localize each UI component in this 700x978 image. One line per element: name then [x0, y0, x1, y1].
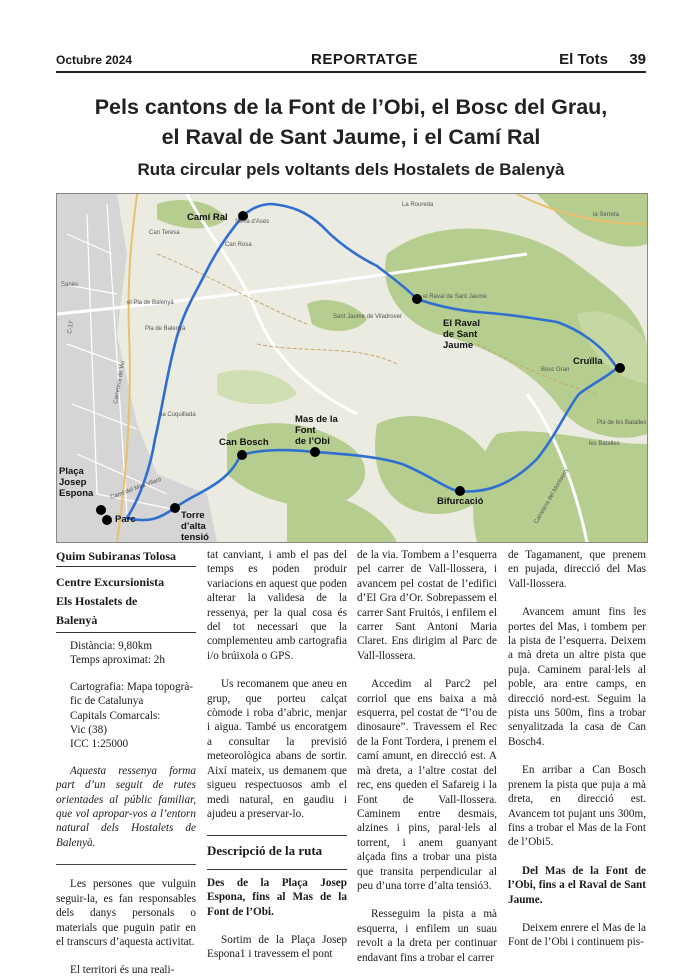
map-label-torre-1: Torre: [181, 510, 205, 521]
title-line-2: el Raval de Sant Jaume, i el Camí Ral: [161, 125, 541, 149]
map-label-placa-1: Plaça: [59, 466, 84, 477]
route-map: [56, 193, 648, 543]
paragraph: El territori és una reali-: [70, 964, 175, 977]
map-label-raval-3: Jaume: [443, 340, 474, 351]
place-label: Serra d'Ases: [235, 219, 270, 225]
paragraph: Accedim al Parc2 pel corriol que ens baixa a mà esquerra, pel costat de “l’ou de dinosaure”. Travessem el Rec de la Font Tordera, i prenem el camí amunt, en direcció est. A mà dreta, a l’altre costat del rec, ens queden el Safareig i la Font de Vall-llossera. Caminem entre desmais, alzines i pins, paral·lels al torrent, i anem guanyant alçada fins a trobar una pista que transita perpendicular al peu d’una torre d’alta tensió3.: [357, 678, 497, 892]
place-label: Camí del Mas Vilaró: [109, 476, 163, 501]
running-header: [56, 50, 646, 70]
place-label: La Roureda: [402, 202, 434, 208]
place-label: el Raval de Sant Jaume: [423, 294, 487, 300]
column-4: [508, 548, 646, 950]
cartography-line: Vic (38): [70, 724, 107, 737]
map-label-placa-2: Josep: [59, 477, 87, 488]
header-rule: [56, 71, 646, 73]
article-subtitle: Ruta circular pels voltants dels Hostalets de Balenyà: [137, 160, 565, 179]
map-label-raval-1: El Raval: [443, 318, 480, 329]
route-facts: [56, 639, 196, 668]
paragraph: En arribar a Can Bosch prenem la pista que puja a mà dreta, en direcció est. Avancem tot pujant uns 300m, fins a trobar el Mas de la Font de l’Obi5.: [508, 764, 646, 849]
place-label: Pla de Balenyà: [145, 326, 186, 332]
place-label: la Serreta: [593, 212, 620, 218]
place-label: el Pla de Balenyà: [127, 300, 174, 306]
place-label: Can Teresa: [149, 230, 180, 236]
duration: Temps aproximat: 2h: [70, 654, 165, 667]
paragraph: de la via. Tombem a l’esquerra pel carrer de Vall-llossera, i avancem pel costat de l’edifici d’El Gra d’Or. Sobrepassem el carrer Sant Fruitós, i enfilem el carrer Sant Antoni Maria Claret. Ens dirigim al Parc de Vall-llossera.: [357, 549, 497, 662]
section-name: REPORTATGE: [311, 51, 418, 68]
place-label: Carretera del Montseny: [533, 467, 571, 525]
map-label-mas-2: Font: [295, 425, 316, 436]
paragraph: Les persones que vulguin seguir-la, es fan responsables dels danys personals o materials que puguin patir en el transcurs d’aquesta activitat.: [56, 878, 196, 948]
organization-line: Els Hostalets de: [56, 594, 138, 608]
distance: Distància: 9,80km: [70, 640, 153, 652]
map-label-torre-3: tensió: [181, 532, 209, 542]
author-name: Quim Subiranas Tolosa: [56, 549, 177, 563]
cartography-line: Cartografia: Mapa topogrà-: [70, 680, 194, 693]
place-label: C-17: [67, 320, 76, 335]
map-label-bifurcacio: Bifurcació: [437, 496, 484, 507]
map-label-can-bosch: Can Bosch: [219, 437, 269, 448]
place-label: la Cuquillada: [161, 412, 196, 418]
map-label-cruilla: Cruïlla: [573, 356, 603, 367]
paragraph: Deixem enrere el Mas de la Font de l’Obi i continuem pis-: [508, 921, 646, 949]
cartography-line: ICC 1:25000: [70, 738, 129, 751]
paragraph: de Tagamanent, que prenem en pujada, direcció del Mas Vall-llossera.: [508, 549, 646, 590]
organization: [56, 573, 196, 630]
cartography-line: fic de Catalunya: [70, 695, 144, 708]
place-label: les Batalles: [589, 441, 620, 447]
title-line-1: Pels cantons de la Font de l’Obi, el Bosc del Grau,: [94, 95, 608, 119]
intro-italic: Aquesta ressenya forma part d’un seguit de rutes orientades al públic familiar, que vol apropar-vos a l’entorn natural dels Hostalets de Balenyà.: [56, 764, 196, 849]
cartography: [56, 680, 196, 752]
organization-line: Balenyà: [56, 613, 98, 627]
issue-date: Octubre 2024: [56, 53, 133, 67]
map-label-mas-1: Mas de la: [295, 414, 338, 425]
place-label: Pla de les Batalles: [597, 420, 647, 426]
column-1: [56, 548, 196, 978]
map-label-placa-3: Espona: [59, 488, 94, 499]
map-label-torre-2: d’alta: [181, 521, 206, 532]
place-label: Can Rosa: [225, 242, 252, 248]
paragraph: Sortim de la Plaça Josep Espona1 i travessem el pont: [207, 933, 347, 961]
cartography-line: Capitals Comarcals:: [70, 709, 161, 722]
place-label: Sant Jaume de Viladrover: [333, 314, 402, 320]
subheading: Del Mas de la Font de l’Obi, fins a el Raval de Sant Jaume.: [508, 864, 646, 906]
article-title: [56, 92, 646, 152]
paragraph: Resseguim la pista a mà esquerra, i enfilem un suau revolt a la dreta per continuar endavant fins a trobar el carrer: [357, 908, 497, 964]
column-3: [357, 548, 497, 965]
paragraph: Avancem amunt fins les portes del Mas, i tombem per la pista de l’esquerra. Deixem a mà dreta un altre pista que puja. Caminem paral·lels al poble, ara entre camps, en direcció nord-est. Seguim la pista uns 500m, fins a trobar senyalitzada la casa de Can Bosch4.: [508, 606, 646, 748]
subheading: Des de la Plaça Josep Espona, fins al Mas de la Font de l’Obi.: [207, 876, 347, 918]
map-label-cami-ral: Camí Ral: [187, 212, 228, 223]
place-label: Sanès: [61, 282, 79, 288]
place-label: Carretera de Vic: [113, 360, 127, 405]
column-2: [207, 548, 347, 962]
map-label-mas-3: de l’Obi: [295, 436, 330, 447]
page-number: 39: [629, 51, 646, 68]
place-label: Bosc Gran: [541, 367, 570, 373]
section-heading: Descripció de la ruta: [207, 843, 323, 859]
publication-name: El Tots: [559, 51, 608, 68]
paragraph: tat canviant, i amb el pas del temps es poden produir variacions en aquest que poden alterar la validesa de la ressenya, per la qual cosa és del tot necessari que la complementeu amb cartografia i/o brúixola o GPS.: [207, 549, 347, 662]
map-label-parc: Parc: [115, 514, 136, 525]
map-label-raval-2: de Sant: [443, 329, 478, 340]
organization-line: Centre Excursionista: [56, 575, 165, 589]
paragraph: Us recomanem que aneu en grup, que porteu calçat còmode i roba d’abric, menjar i aigua. També us encoratgem a consultar la previsió meteorològica abans de sortir. Així mateix, us demanem que sigueu respectuosos amb el medi natural, en gaudiu i ajudeu a preservar-lo.: [207, 678, 347, 820]
